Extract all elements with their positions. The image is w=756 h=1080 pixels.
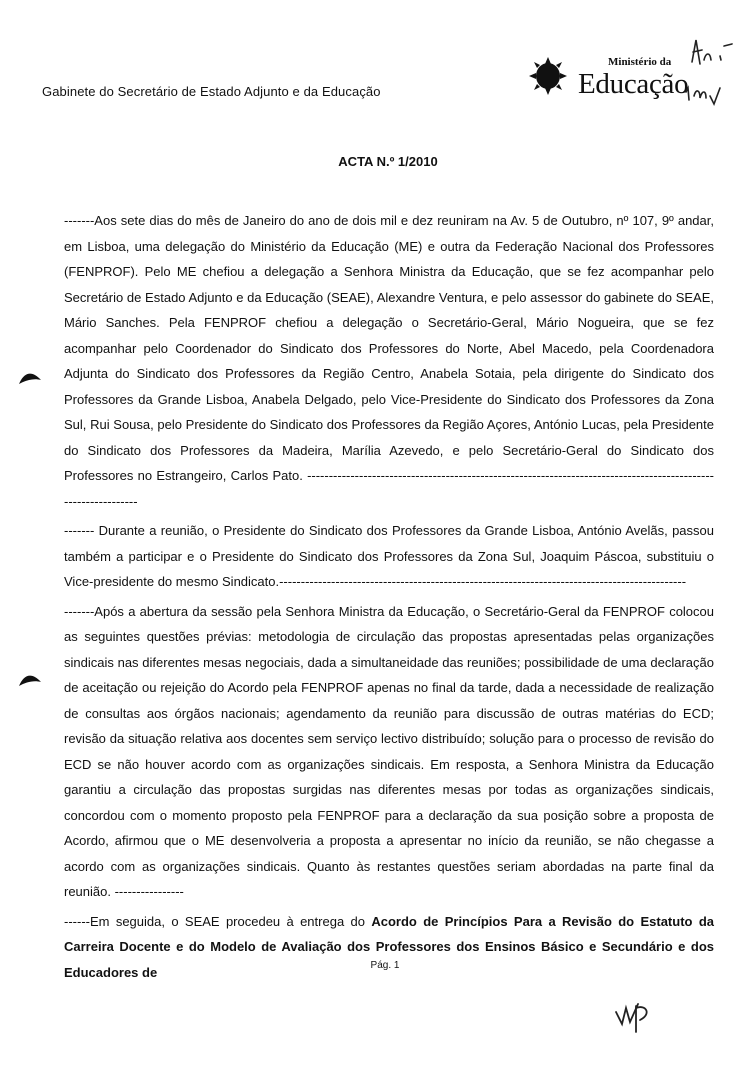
- logo-education-text: Educação: [578, 68, 689, 100]
- paragraph-2: ------- Durante a reunião, o Presidente do Sindicato dos Professores da Grande Lisboa, António Avelãs, passou também a participar e o Presidente do Sindicato dos Professores da Zona Sul, Joaquim Páscoa, substituiu o Vice-presidente do mesmo Sindicato.----------------------------------------------------------------------------------------------: [64, 523, 714, 589]
- office-header: Gabinete do Secretário de Estado Adjunto e da Educação: [42, 84, 381, 99]
- handwritten-initials-top: [684, 30, 744, 110]
- document-body: [64, 208, 714, 989]
- document-title: ACTA N.º 1/2010: [338, 154, 438, 169]
- paragraph-4: [64, 909, 714, 986]
- page-number: Pág. 1: [370, 960, 400, 971]
- crest-icon: [526, 54, 570, 98]
- punch-hole-mark-upper: [18, 370, 42, 386]
- logo-ministry-text: Ministério da: [608, 56, 672, 68]
- paragraph-4-intro: ------Em seguida, o SEAE procedeu à entrega do: [64, 913, 372, 929]
- ministry-logo: [526, 54, 689, 106]
- punch-hole-mark-lower: [18, 672, 42, 688]
- paragraph-4-agreement-title: Acordo de Princípios Para a Revisão do Estatuto da Carreira Docente e do Modelo de Avaliação dos Professores dos Ensinos Básico e Secundário e dos Educadores de: [64, 913, 714, 980]
- handwritten-initials-bottom: [612, 1000, 660, 1034]
- paragraph-3: -------Após a abertura da sessão pela Senhora Ministra da Educação, o Secretário-Geral da FENPROF colocou as seguintes questões prévias: metodologia de circulação das propostas apresentadas pelas organizações sindicais nas diferentes mesas negociais, dada a simultaneidade das reuniões; possibilidade de uma declaração de aceitação ou rejeição do Acordo pela FENPROF apenas no final da tarde, dada a necessidade de realização de consultas aos órgãos nacionais; agendamento da reunião para discussão de outras matérias do ECD; revisão da situação relativa aos docentes sem serviço lectivo distribuído; solução para o processo de revisão do ECD se não houver acordo com as organizações sindicais. Em resposta, a Senhora Ministra da Educação garantiu a circulação das propostas surgidas nas diferentes mesas por todas as organizações sindicais, concordou com o momento proposto pela FENPROF para a declaração da sua posição sobre a proposta de Acordo, afirmou que o ME desenvolveria a proposta a apresentar no início da reunião, se não chegasse a acordo com as organizações sindicais. Quanto às restantes questões seriam abordadas na parte final da reunião. ----------------: [64, 603, 714, 899]
- paragraph-1: -------Aos sete dias do mês de Janeiro do ano de dois mil e dez reuniram na Av. 5 de Outubro, nº 107, 9º andar, em Lisboa, uma delegação do Ministério da Educação (ME) e outra da Federação Nacional dos Professores (FENPROF). Pelo ME chefiou a delegação a Senhora Ministra da Educação, que se fez acompanhar pelo Secretário de Estado Adjunto e da Educação (SEAE), Alexandre Ventura, e pelo assessor do gabinete do SEAE, Mário Sanches. Pela FENPROF chefiou a delegação o Secretário-Geral, Mário Nogueira, que se fez acompanhar pelo Coordenador do Sindicato dos Professores do Norte, Abel Macedo, pela Coordenadora Adjunta do Sindicato dos Professores da Região Centro, Anabela Sotaia, pela dirigente do Sindicato dos Professores da Grande Lisboa, Anabela Delgado, pelo Vice-Presidente do Sindicato dos Professores da Zona Sul, Rui Sousa, pelo Presidente do Sindicato dos Professores da Região Açores, António Lucas, pela Presidente do Sindicato dos Professores da Madeira, Marília Azevedo, e pelo Secretário-Geral do Sindicato dos Professores no Estrangeiro, Carlos Pato. ---------------------------------------------------------------------------------------------------------------: [64, 213, 714, 509]
